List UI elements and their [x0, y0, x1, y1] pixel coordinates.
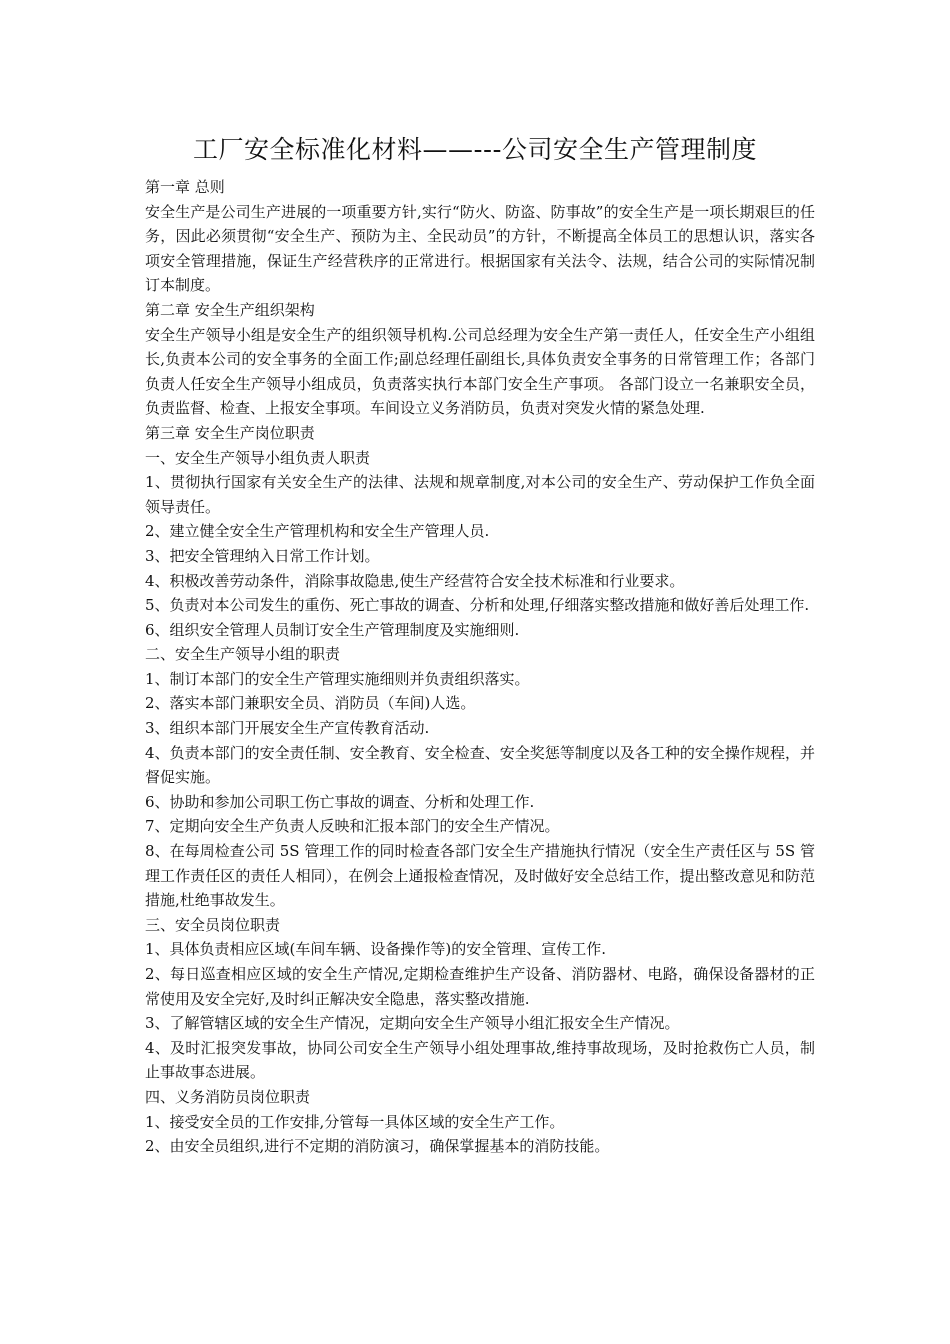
document-title: 工厂安全标准化材料——---公司安全生产管理制度	[192, 135, 758, 164]
list-item: 3、把安全管理纳入日常工作计划。	[145, 546, 380, 565]
list-item: 5、负责对本公司发生的重伤、死亡事故的调查、分析和处理,仔细落实整改措施和做好善后处理工作.	[145, 596, 810, 615]
list-item: 6、组织安全管理人员制订安全生产管理制度及实施细则.	[145, 620, 520, 639]
list-item: 4、积极改善劳动条件，消除事故隐患,使生产经营符合安全技术标准和行业要求。	[145, 571, 685, 590]
paragraph: 安全生产是公司生产进展的一项重要方针,实行“防火、防盗、防事故”的安全生产是一项长期艰巨的任务，因此必须贯彻“安全生产、预防为主、全民动员”的方针，不断提高全体员工的思想认识，落实各项安全管理措施，保证生产经营秩序的正常进行。根据国家有关法令、法规，结合公司的实际情况制订本制度。	[145, 202, 815, 295]
list-item: 2、建立健全安全生产管理机构和安全生产管理人员.	[145, 522, 490, 541]
list-item: 2、落实本部门兼职安全员、消防员（车间)人选。	[145, 694, 476, 713]
list-item: 1、贯彻执行国家有关安全生产的法律、法规和规章制度,对本公司的安全生产、劳动保护工作负全面领导责任。	[145, 473, 815, 516]
paragraph: 安全生产领导小组是安全生产的组织领导机构.公司总经理为安全生产第一责任人，任安全生产小组组长,负责本公司的安全事务的全面工作;副总经理任副组长,具体负责安全事务的日常管理工作；各部门负责人任安全生产领导小组成员，负责落实执行本部门安全生产事项。 各部门设立一名兼职安全员，负责监督、检查、上报安全事项。车间设立义务消防员，负责对突发火情的紧急处理.	[145, 325, 815, 418]
section-heading: 四、义务消防员岗位职责	[145, 1087, 311, 1106]
list-item: 8、在每周检查公司 5S 管理工作的同时检查各部门安全生产措施执行情况（安全生产责任区与 5S 管理工作责任区的责任人相同），在例会上通报检查情况，及时做好安全总结工作，提出整改意见和防范措施,杜绝事故发生。	[145, 842, 815, 910]
chapter-heading: 第一章 总则	[145, 178, 225, 196]
list-item: 4、负责本部门的安全责任制、安全教育、安全检查、安全奖惩等制度以及各工种的安全操作规程，并督促实施。	[145, 743, 815, 787]
list-item: 1、具体负责相应区域(车间车辆、设备操作等)的安全管理、宣传工作.	[145, 940, 607, 959]
list-item: 4、及时汇报突发事故，协同公司安全生产领导小组处理事故,维持事故现场，及时抢救伤亡人员，制止事故事态进展。	[145, 1038, 815, 1082]
list-item: 3、组织本部门开展安全生产宣传教育活动.	[145, 719, 430, 738]
document-body	[145, 175, 815, 1159]
list-item: 1、接受安全员的工作安排,分管每一具体区域的安全生产工作。	[145, 1112, 565, 1131]
list-item: 2、由安全员组织,进行不定期的消防演习，确保掌握基本的消防技能。	[145, 1137, 610, 1156]
list-item: 2、每日巡查相应区域的安全生产情况,定期检查维护生产设备、消防器材、电路，确保设备器材的正常使用及安全完好,及时纠正解决安全隐患，落实整改措施.	[145, 965, 815, 1008]
section-heading: 三、安全员岗位职责	[145, 915, 281, 934]
section-heading: 一、安全生产领导小组负责人职责	[145, 448, 371, 467]
chapter-heading: 第二章 安全生产组织架构	[145, 300, 315, 319]
list-item: 7、定期向安全生产负责人反映和汇报本部门的安全生产情况。	[145, 817, 560, 836]
chapter-heading: 第三章 安全生产岗位职责	[145, 423, 315, 442]
section-heading: 二、安全生产领导小组的职责	[145, 645, 341, 664]
list-item: 6、协助和参加公司职工伤亡事故的调查、分析和处理工作.	[145, 792, 535, 811]
list-item: 1、制订本部门的安全生产管理实施细则并负责组织落实。	[145, 669, 530, 688]
list-item: 3、了解管辖区域的安全生产情况，定期向安全生产领导小组汇报安全生产情况。	[145, 1014, 680, 1033]
